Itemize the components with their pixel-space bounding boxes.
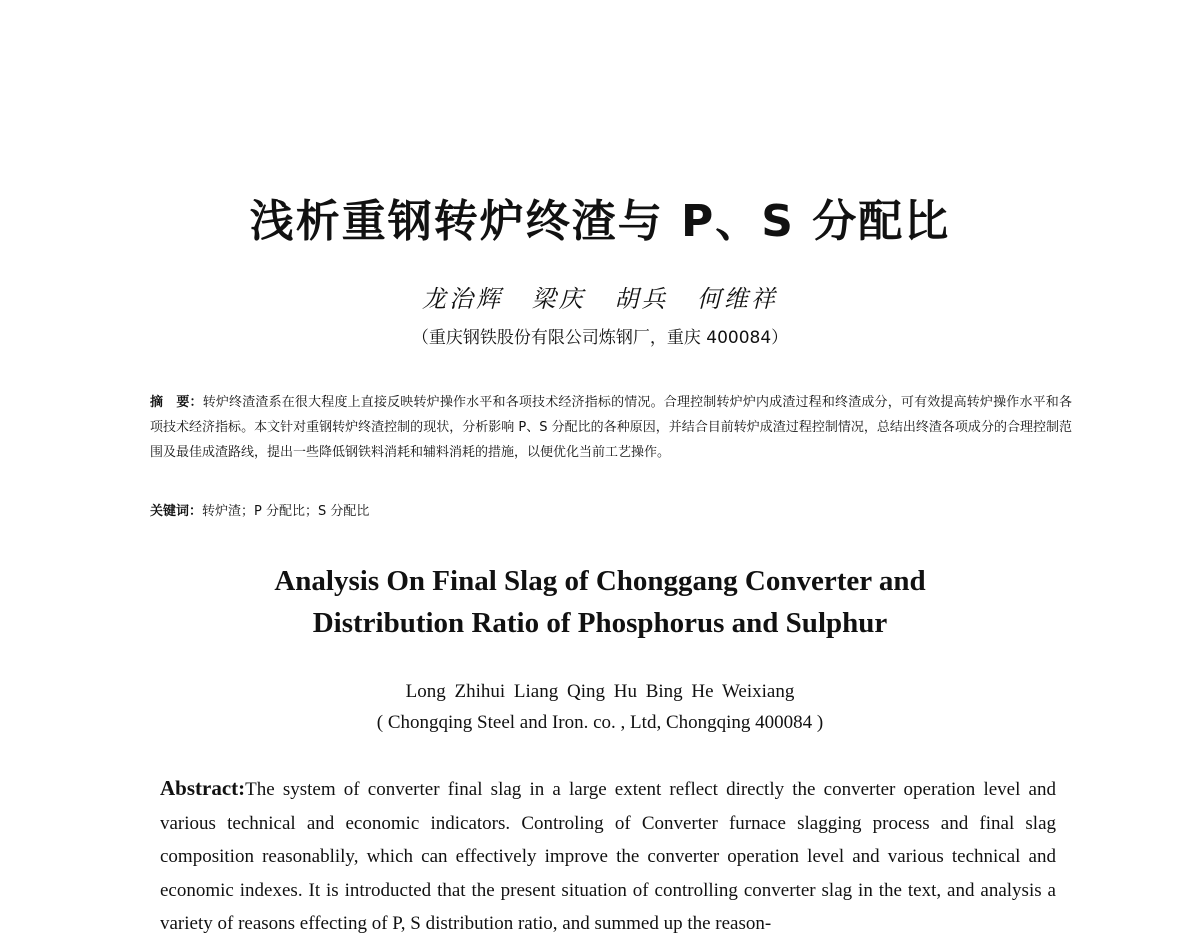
english-abstract — [160, 772, 1056, 941]
chinese-affiliation: （重庆钢铁股份有限公司炼钢厂，重庆 400084） — [411, 328, 789, 348]
chinese-keywords — [150, 500, 1072, 524]
english-abstract-text: The system of converter final slag in a large extent reflect directly the converter operation level and various technical and economic indicators. Controling of Converter furnace slagging process and final slag composition reasonablily, which can effectively improve the converter operation level and various technical and economic indexes. It is introducted that the present situation of controlling converter slag in the text, and analysis a variety of reasons effecting of P, S distribution ratio, and summed up the reason- — [160, 779, 1056, 934]
chinese-authors: 龙治辉 梁庆 胡兵 何维祥 — [422, 285, 778, 313]
english-title — [0, 560, 1200, 644]
chinese-abstract-label: 摘 要： — [150, 395, 203, 410]
english-affiliation: ( Chongqing Steel and Iron. co. , Ltd, Chongqing 400084 ) — [376, 712, 824, 733]
english-authors: Long Zhihui Liang Qing Hu Bing He Weixiang — [405, 681, 795, 702]
chinese-abstract — [150, 390, 1072, 465]
chinese-keywords-label: 关键词： — [150, 504, 203, 519]
english-abstract-label: Abstract: — [160, 776, 246, 800]
chinese-keywords-text: 转炉渣；P 分配比；S 分配比 — [202, 504, 370, 519]
english-title-line-2: Distribution Ratio of Phosphorus and Sulphur — [312, 607, 888, 639]
english-title-line-1: Analysis On Final Slag of Chonggang Converter and — [274, 565, 926, 597]
chinese-title: 浅析重钢转炉终渣与 P、S 分配比 — [249, 196, 951, 247]
chinese-abstract-text: 转炉终渣渣系在很大程度上直接反映转炉操作水平和各项技术经济指标的情况。合理控制转炉炉内成渣过程和终渣成分，可有效提高转炉操作水平和各项技术经济指标。本文针对重钢转炉终渣控制的现状，分析影响 P、S 分配比的各种原因，并结合目前转炉成渣过程控制情况，总结出终渣各项成分的合理控制范围及最佳成渣路线，提出一些降低钢铁料消耗和辅料消耗的措施，以便优化当前工艺操作。 — [150, 395, 1072, 460]
